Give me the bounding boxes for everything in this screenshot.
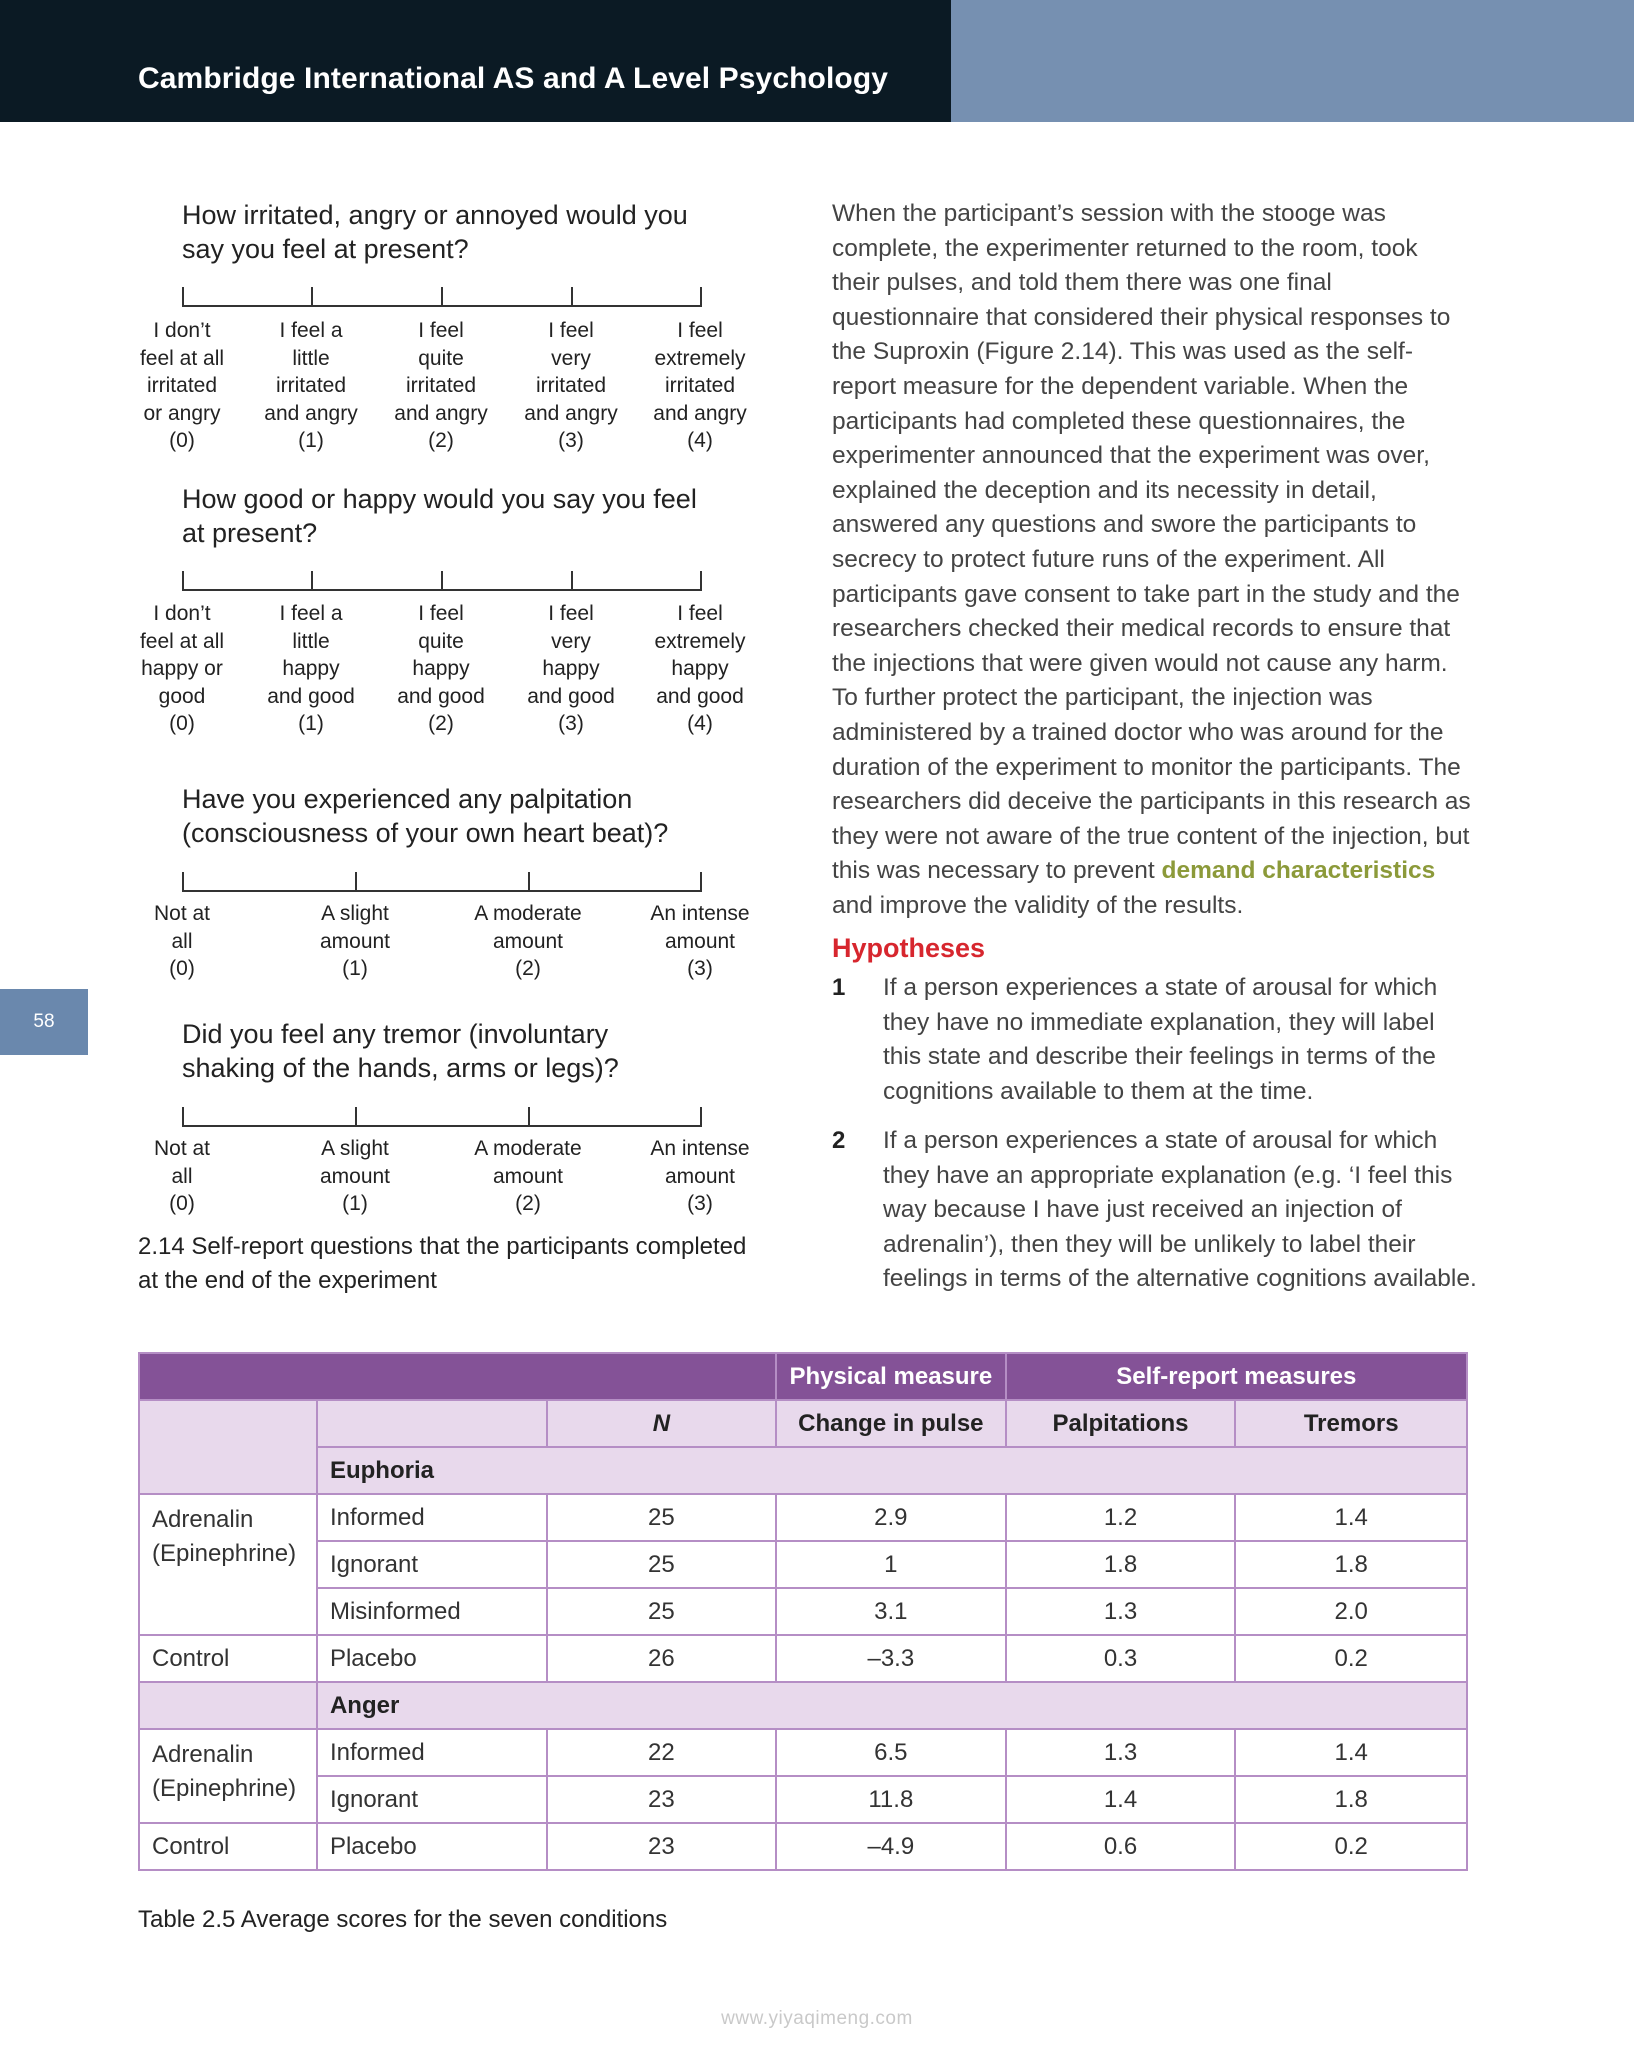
hypothesis-text: If a person experiences a state of arousal for which they have an appropriate explanation (e.g. ‘I feel this way because I have just received an injection of adrenalin’), then they will be unlikely to label their feelings in terms of the alternative cognitions available. <box>883 1127 1477 1293</box>
table-row <box>139 1588 1467 1635</box>
scale-tick <box>571 571 573 591</box>
scale-label: I feel very happy and good (3) <box>527 602 615 735</box>
table-row <box>139 1729 1467 1776</box>
header-palpitations: Palpitations <box>1006 1400 1236 1447</box>
scale-label: A slight amount (1) <box>319 1137 391 1215</box>
palpitations-cell: 1.4 <box>1006 1776 1236 1823</box>
scale-label: I don’t feel at all irritated or angry (0) <box>139 319 225 452</box>
palpitations-cell: 1.8 <box>1006 1541 1236 1588</box>
group-label-euphoria: Euphoria <box>317 1447 1467 1494</box>
condition-cell: Misinformed <box>317 1588 547 1635</box>
scale-label: Not at all (0) <box>153 1137 211 1215</box>
scale-tick <box>528 872 530 892</box>
drug-label-control: Control <box>139 1823 317 1870</box>
header-self-report-measures: Self-report measures <box>1006 1353 1467 1400</box>
header-condition-blank <box>317 1400 547 1447</box>
drug-label-control: Control <box>139 1635 317 1682</box>
hypothesis-number: 2 <box>832 1127 846 1154</box>
scale-tick <box>700 1107 702 1127</box>
tremors-cell: 0.2 <box>1235 1635 1467 1682</box>
group-label-anger: Anger <box>317 1682 1467 1729</box>
scale-label: I feel quite irritated and angry (2) <box>394 319 488 452</box>
group-row-anger <box>139 1682 1467 1729</box>
page-number: 58 <box>0 989 88 1055</box>
hypothesis-number: 1 <box>832 974 846 1001</box>
question-palpitation: Have you experienced any palpitation (consciousness of your own heart beat)? <box>182 784 669 848</box>
table-header-row <box>139 1353 1467 1400</box>
scale-label: I feel very irritated and angry (3) <box>524 319 618 452</box>
scale-tick <box>441 287 443 307</box>
scale-tick <box>528 1107 530 1127</box>
tremors-cell: 1.4 <box>1235 1494 1467 1541</box>
scale-tick <box>182 571 184 591</box>
palpitations-cell: 1.2 <box>1006 1494 1236 1541</box>
question-tremor: Did you feel any tremor (involuntary shaking of the hands, arms or legs)? <box>182 1019 619 1083</box>
palpitations-cell: 0.3 <box>1006 1635 1236 1682</box>
table-corner-cell <box>139 1400 317 1494</box>
table-row <box>139 1776 1467 1823</box>
rating-scale-line <box>182 890 702 892</box>
watermark: www.yiyaqimeng.com <box>721 2008 913 2029</box>
palpitations-cell: 0.6 <box>1006 1823 1236 1870</box>
rating-scale-line <box>182 1125 702 1127</box>
scale-tick <box>441 571 443 591</box>
header-n: N <box>547 1400 776 1447</box>
condition-cell: Ignorant <box>317 1776 547 1823</box>
hypotheses-heading: Hypotheses <box>832 933 986 963</box>
figure-caption: 2.14 Self-report questions that the participants completed at the end of the experiment <box>138 1233 747 1294</box>
scale-tick <box>571 287 573 307</box>
scale-tick <box>182 1107 184 1127</box>
table-row <box>139 1823 1467 1870</box>
n-cell: 26 <box>547 1635 776 1682</box>
scale-tick <box>311 287 313 307</box>
pulse-cell: 11.8 <box>776 1776 1006 1823</box>
n-cell: 22 <box>547 1729 776 1776</box>
tremors-cell: 2.0 <box>1235 1588 1467 1635</box>
scale-label: I feel a little irritated and angry (1) <box>264 319 358 452</box>
table-caption: Table 2.5 Average scores for the seven conditions <box>138 1906 668 1933</box>
book-title: Cambridge International AS and A Level Psychology <box>138 62 889 95</box>
pulse-cell: 6.5 <box>776 1729 1006 1776</box>
scale-tick <box>355 872 357 892</box>
scale-tick <box>311 571 313 591</box>
header-tremors: Tremors <box>1235 1400 1467 1447</box>
question-happy: How good or happy would you say you feel at present? <box>182 484 697 548</box>
header-physical-measure: Physical measure <box>776 1353 1006 1400</box>
scale-label: Not at all (0) <box>153 902 211 980</box>
question-irritated: How irritated, angry or annoyed would you say you feel at present? <box>182 200 688 264</box>
table-subheader-row <box>139 1400 1467 1447</box>
scale-tick <box>182 287 184 307</box>
n-cell: 23 <box>547 1823 776 1870</box>
pulse-cell: 1 <box>776 1541 1006 1588</box>
header-bar <box>0 0 951 122</box>
pulse-cell: –3.3 <box>776 1635 1006 1682</box>
scale-tick <box>700 872 702 892</box>
hypothesis-text: If a person experiences a state of arousal for which they have no immediate explanation, they will label this state and describe their feelings in terms of the cognitions available to them at the time. <box>883 974 1438 1105</box>
scale-label: I feel extremely irritated and angry (4) <box>653 319 747 452</box>
table-row <box>139 1635 1467 1682</box>
condition-cell: Placebo <box>317 1823 547 1870</box>
palpitations-cell: 1.3 <box>1006 1588 1236 1635</box>
n-cell: 23 <box>547 1776 776 1823</box>
drug-label-adrenalin: Adrenalin (Epinephrine) <box>139 1729 317 1823</box>
condition-cell: Informed <box>317 1494 547 1541</box>
tremors-cell: 0.2 <box>1235 1823 1467 1870</box>
palpitations-cell: 1.3 <box>1006 1729 1236 1776</box>
scale-label: A slight amount (1) <box>319 902 391 980</box>
table-header-blank <box>139 1353 776 1400</box>
group-blank-cell <box>139 1682 317 1729</box>
scale-label: An intense amount (3) <box>650 902 750 980</box>
scale-label: A moderate amount (2) <box>474 902 582 980</box>
scale-label: I feel extremely happy and good (4) <box>654 602 746 735</box>
table-row <box>139 1494 1467 1541</box>
tremors-cell: 1.8 <box>1235 1776 1467 1823</box>
body-paragraph: When the participant’s session with the stooge was complete, the experimenter returned to the room, took their pulses, and told them there was one final questionnaire that considered their physical responses to the Suproxin (Figure 2.14). This was used as the self-report measure for the dependent variable. When the participants had completed these questionnaires, the experimenter announced that the experiment was over, explained the deception and its necessity in detail, answered any questions and swore the participants to secrecy to protect future runs of the experiment. All participants gave consent to take part in the study and the researchers checked their medical records to ensure that the injections that were given would not cause any harm. To further protect the participant, the injection was administered by a trained doctor who was around for the duration of the experiment to monitor the participants. The researchers did deceive the participants in this research as they were not aware of the true content of the injection, but this was necessary to prevent demand characteristics and improve the validity of the results. <box>832 200 1471 919</box>
scale-tick <box>355 1107 357 1127</box>
scale-tick <box>700 571 702 591</box>
table-row <box>139 1541 1467 1588</box>
scale-label: A moderate amount (2) <box>474 1137 582 1215</box>
header-accent <box>951 0 1634 122</box>
n-cell: 25 <box>547 1541 776 1588</box>
condition-cell: Ignorant <box>317 1541 547 1588</box>
scale-tick <box>182 872 184 892</box>
tremors-cell: 1.4 <box>1235 1729 1467 1776</box>
scale-label: I feel a little happy and good (1) <box>267 602 355 735</box>
pulse-cell: –4.9 <box>776 1823 1006 1870</box>
n-cell: 25 <box>547 1588 776 1635</box>
drug-label-adrenalin: Adrenalin (Epinephrine) <box>139 1494 317 1635</box>
scale-label: An intense amount (3) <box>650 1137 750 1215</box>
results-table <box>138 1352 1468 1871</box>
keyword-demand-characteristics: demand characteristics <box>1161 857 1436 885</box>
group-row-euphoria <box>139 1447 1467 1494</box>
pulse-cell: 3.1 <box>776 1588 1006 1635</box>
scale-label: I don’t feel at all happy or good (0) <box>139 602 225 735</box>
n-cell: 25 <box>547 1494 776 1541</box>
tremors-cell: 1.8 <box>1235 1541 1467 1588</box>
scale-tick <box>700 287 702 307</box>
condition-cell: Placebo <box>317 1635 547 1682</box>
scale-label: I feel quite happy and good (2) <box>397 602 485 735</box>
pulse-cell: 2.9 <box>776 1494 1006 1541</box>
header-change-in-pulse: Change in pulse <box>776 1400 1006 1447</box>
condition-cell: Informed <box>317 1729 547 1776</box>
